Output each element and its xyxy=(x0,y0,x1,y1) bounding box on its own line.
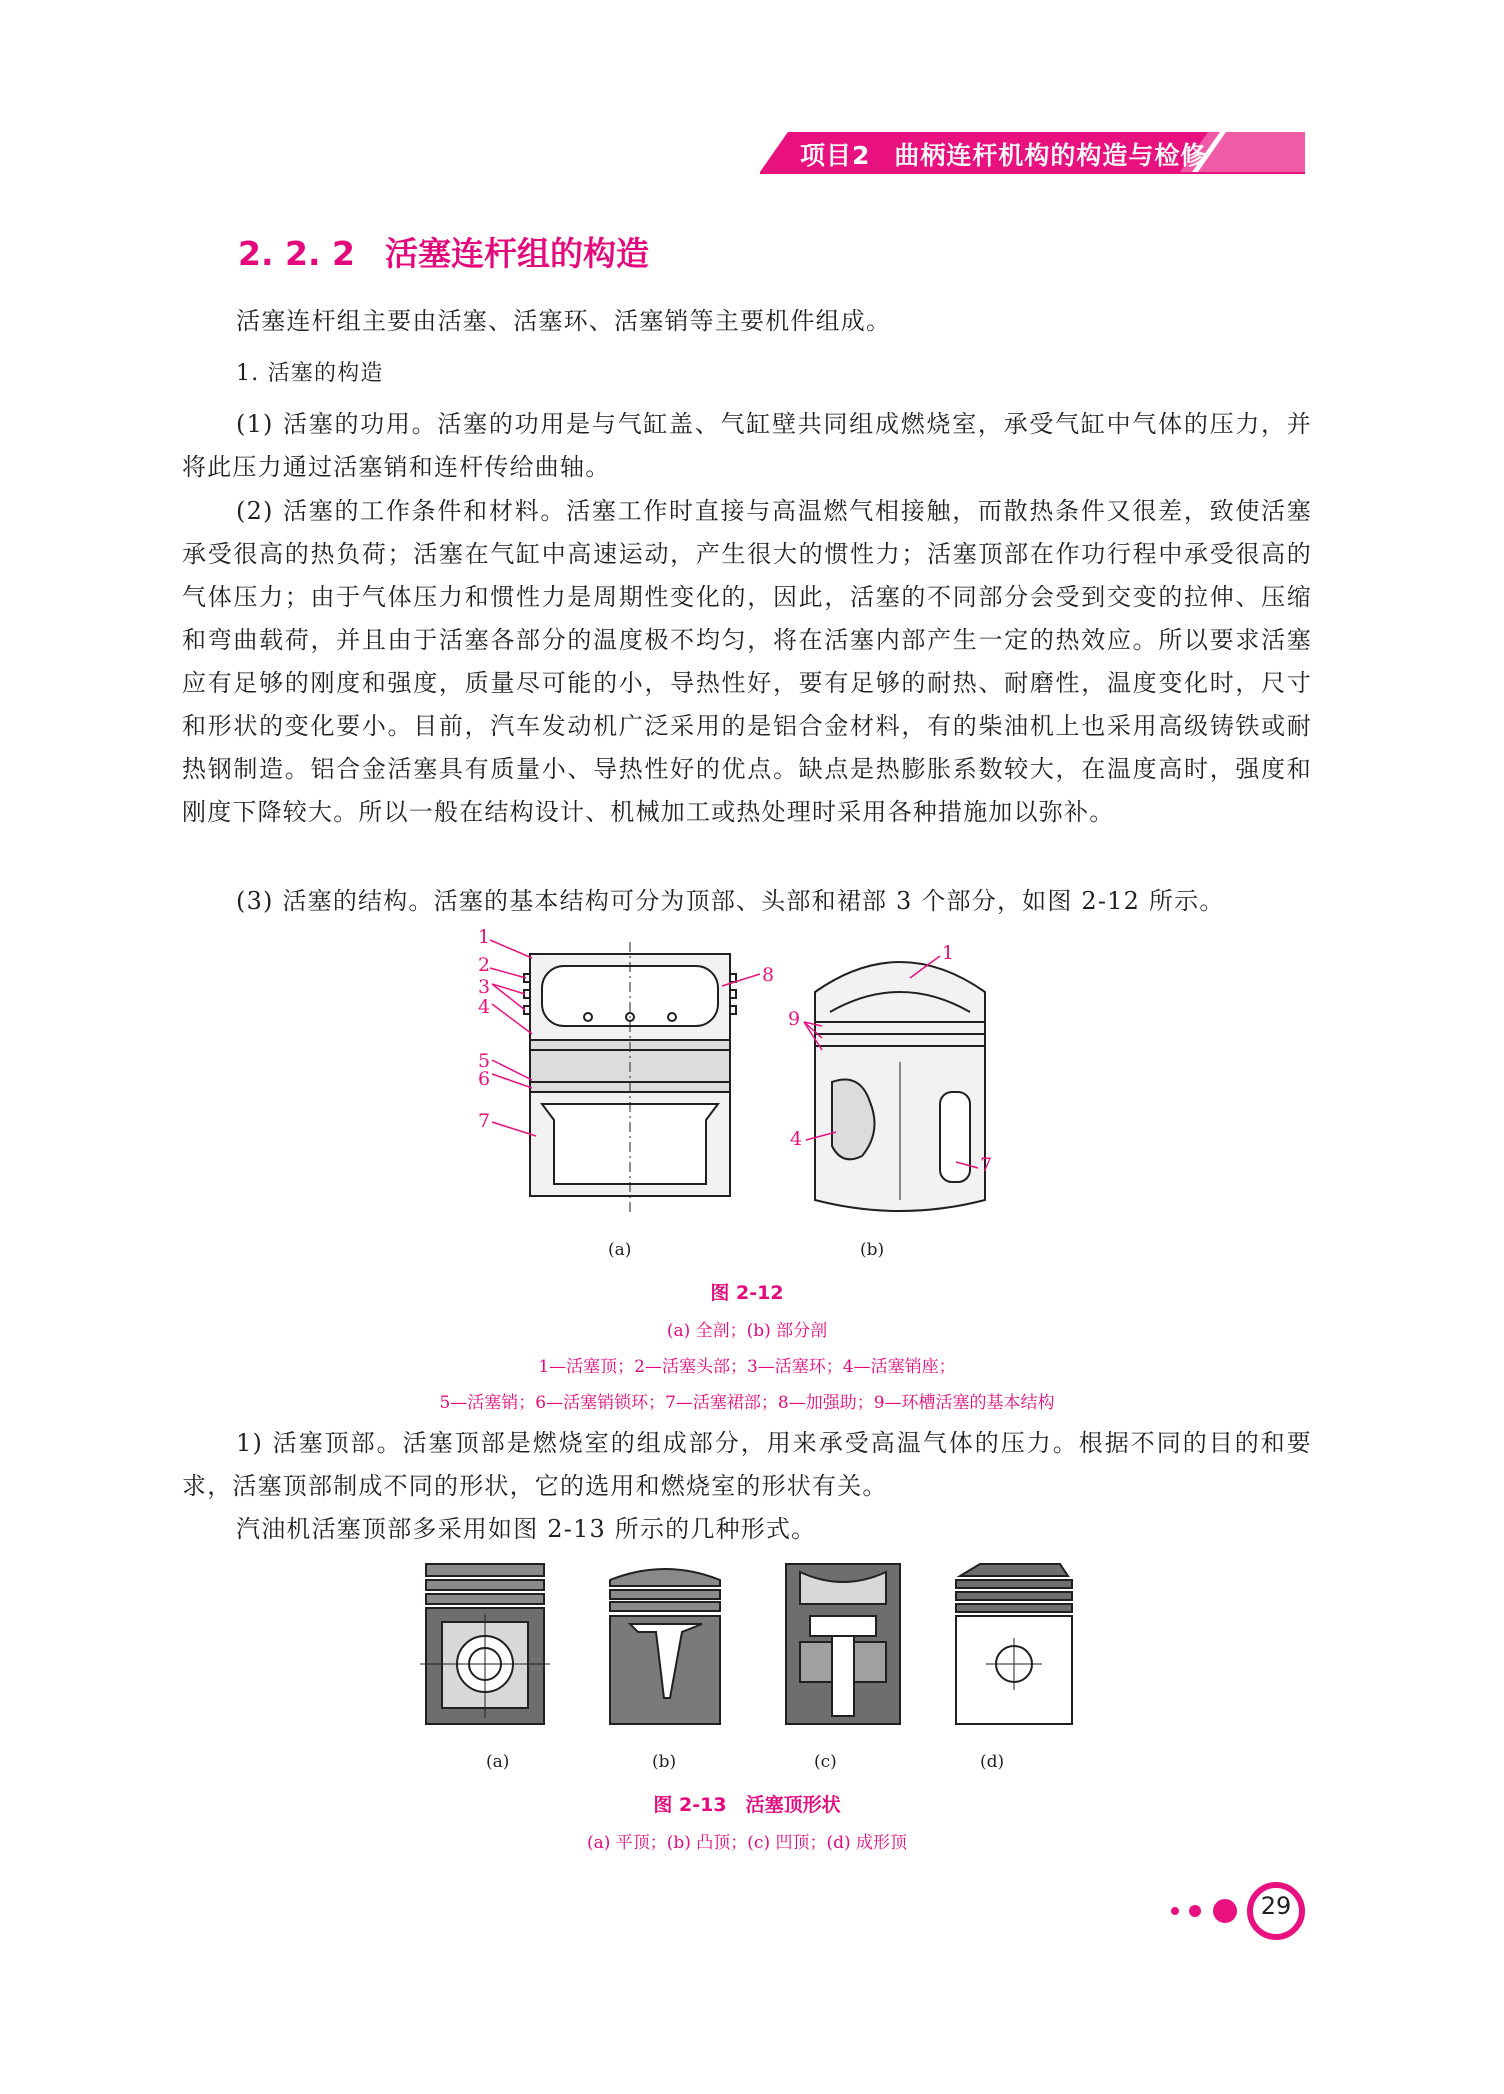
header-chapter-title: 曲柄连杆机构的构造与检修 xyxy=(894,141,1207,170)
running-header xyxy=(760,132,1305,172)
fig-2-12-label-a-7: 7 xyxy=(478,1110,491,1132)
fig-2-13-sub-b: (b) xyxy=(652,1752,677,1772)
figure-2-12 xyxy=(470,922,1030,1222)
fig-2-12-caption-3: 5—活塞销；6—活塞销锁环；7—活塞裙部；8—加强助；9—环槽活塞的基本结构 xyxy=(439,1393,1055,1413)
fig-2-13-title: 图 2-13 活塞顶形状 xyxy=(653,1794,841,1816)
fig-2-12-label-b-7: 7 xyxy=(980,1154,993,1176)
fig-2-12-label-a-2: 2 xyxy=(478,954,491,976)
page-dot-medium xyxy=(1189,1905,1201,1917)
fig-2-12-caption-2: 1—活塞顶；2—活塞头部；3—活塞环；4—活塞销座； xyxy=(538,1357,956,1377)
fig-2-12-label-a-3: 3 xyxy=(478,976,491,998)
fig-2-12-label-a-8: 8 xyxy=(762,964,775,986)
page-number: 29 xyxy=(1260,1892,1292,1920)
page-number-badge xyxy=(1165,1882,1315,1952)
fig-2-12-label-b-1: 1 xyxy=(942,942,955,964)
paragraph-piston-conditions: (2) 活塞的工作条件和材料。活塞工作时直接与高温燃气相接触，而散热条件又很差，致使活塞承受很高的热负荷；活塞在气缸中高速运动，产生很大的惯性力；活塞顶部在作功行程中承受很高的气体压力；由于气体压力和惯性力是周期性变化的，因此，活塞的不同部分会受到交变的拉伸、压缩和弯曲载荷，并且由于活塞各部分的温度极不均匀，将在活塞内部产生一定的热效应。所以要求活塞应有足够的刚度和强度，质量尽可能的小，导热性好，要有足够的耐热、耐磨性，温度变化时，尺寸和形状的变化要小。目前，汽车发动机广泛采用的是铝合金材料，有的柴油机上也采用高级铸铁或耐热钢制造。铝合金活塞具有质量小、导热性好的优点。缺点是热膨胀系数较大，在温度高时，强度和刚度下降较大。所以一般在结构设计、机械加工或热处理时采用各种措施加以弥补。 xyxy=(182,497,1312,826)
section-heading xyxy=(238,228,649,275)
fig-2-12-label-a-4: 4 xyxy=(478,996,491,1018)
paragraph-piston-structure: (3) 活塞的结构。活塞的基本结构可分为顶部、头部和裙部 3 个部分，如图 2-12 所示。 xyxy=(236,887,1225,915)
fig-2-12-sub-b: (b) xyxy=(860,1240,885,1260)
section-number: 2. 2. 2 xyxy=(238,234,355,273)
fig-2-13-sub-d: (d) xyxy=(980,1752,1005,1772)
paragraph-intro: 活塞连杆组主要由活塞、活塞环、活塞销等主要机件组成。 xyxy=(236,307,892,335)
piston-section-drawing xyxy=(470,922,1030,1222)
fig-2-12-label-a-6: 6 xyxy=(478,1068,491,1090)
paragraph-piston-top: 1) 活塞顶部。活塞顶部是燃烧室的组成部分，用来承受高温气体的压力。根据不同的目的和要求，活塞顶部制成不同的形状，它的选用和燃烧室的形状有关。 xyxy=(182,1429,1312,1500)
fig-2-12-title: 图 2-12 xyxy=(710,1282,784,1304)
fig-2-12-caption-1: (a) 全剖；(b) 部分剖 xyxy=(666,1321,828,1341)
fig-2-12-label-a-1: 1 xyxy=(478,926,491,948)
fig-2-13-caption-1: (a) 平顶；(b) 凸顶；(c) 凹顶；(d) 成形顶 xyxy=(586,1833,908,1853)
figure-2-13 xyxy=(420,1558,1080,1728)
fig-2-12-label-a-5: 5 xyxy=(478,1050,491,1072)
fig-2-13-sub-c: (c) xyxy=(814,1752,837,1772)
fig-2-12-label-b-4: 4 xyxy=(790,1128,803,1150)
page-dot-small xyxy=(1171,1907,1179,1915)
fig-2-12-sub-a: (a) xyxy=(608,1240,632,1260)
section-title: 活塞连杆组的构造 xyxy=(384,234,649,273)
subheading-piston-structure: 1. 活塞的构造 xyxy=(236,361,384,386)
header-title xyxy=(800,136,1206,172)
page-dot-large xyxy=(1213,1899,1237,1923)
header-rule xyxy=(760,172,1305,174)
paragraph-piston-function: (1) 活塞的功用。活塞的功用是与气缸盖、气缸壁共同组成燃烧室，承受气缸中气体的压力，并将此压力通过活塞销和连杆传给曲轴。 xyxy=(182,410,1312,481)
paragraph-gasoline-piston: 汽油机活塞顶部多采用如图 2-13 所示的几种形式。 xyxy=(236,1515,817,1543)
fig-2-13-sub-a: (a) xyxy=(486,1752,510,1772)
piston-top-shapes-drawing xyxy=(420,1558,1080,1728)
header-project: 项目2 xyxy=(800,141,871,170)
fig-2-12-label-b-9: 9 xyxy=(788,1008,801,1030)
